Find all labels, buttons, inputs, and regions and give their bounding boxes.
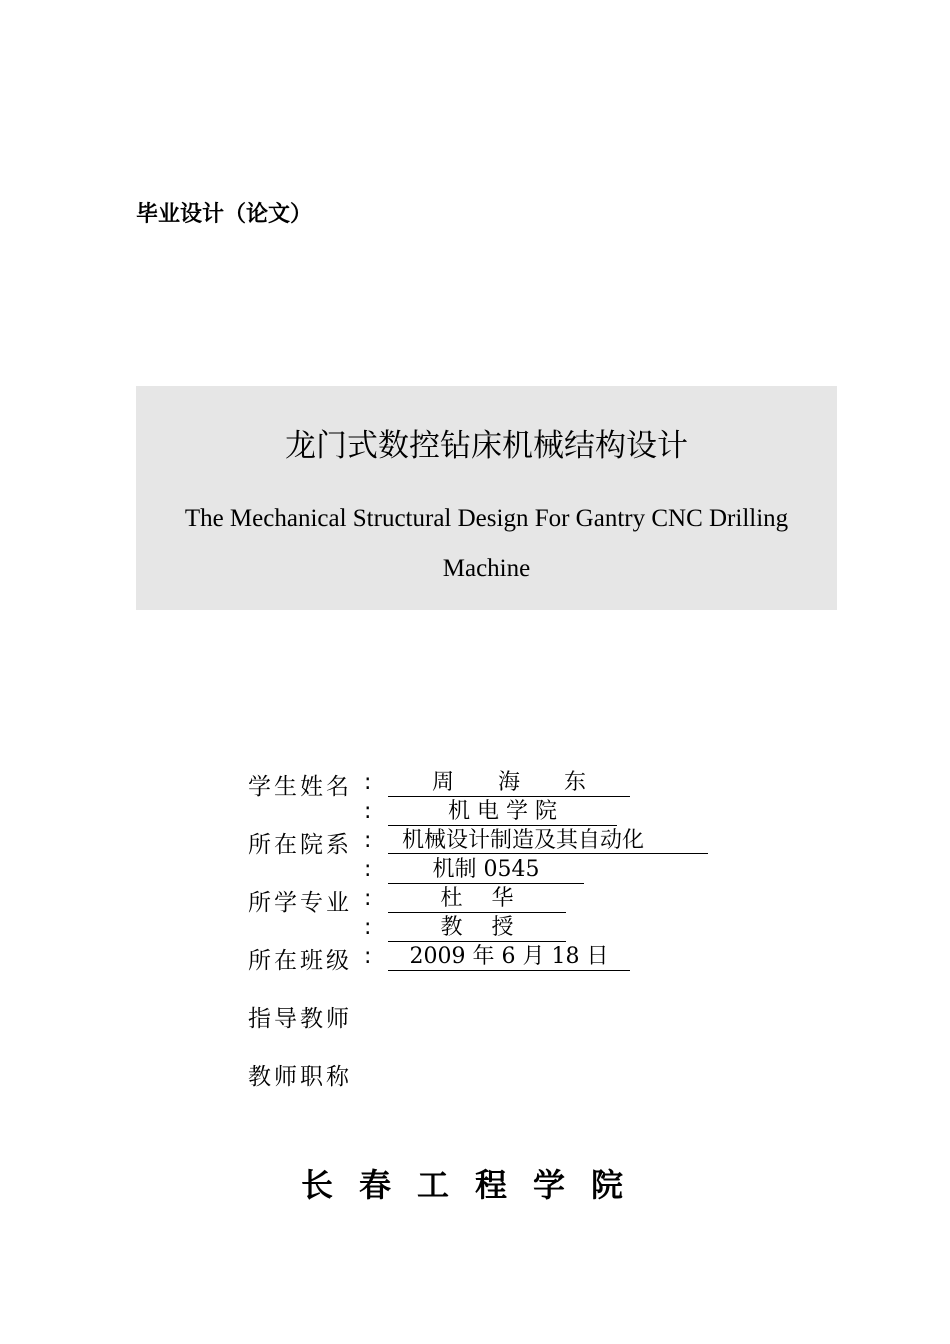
colon-2: : xyxy=(364,799,372,824)
title-english: The Mechanical Structural Design For Gantry CNC Drilling Machine xyxy=(184,505,789,582)
value-advisor-title: 教 授 xyxy=(388,915,566,942)
title-chinese: 龙门式数控钻床机械结构设计 xyxy=(285,428,688,464)
colon-6: : xyxy=(364,915,372,940)
label-major: 所学专业 xyxy=(248,890,352,916)
label-class: 所在班级 xyxy=(248,948,352,974)
document-type: 毕业设计（论文） xyxy=(136,202,313,227)
value-department: 机 电 学 院 xyxy=(388,799,617,826)
label-student-name: 学生姓名 xyxy=(248,774,352,800)
label-department: 所在院系 xyxy=(248,832,352,858)
colon-7: : xyxy=(364,944,372,969)
colon-4: : xyxy=(364,857,372,882)
value-major: 机械设计制造及其自动化 xyxy=(388,828,708,854)
label-advisor-title: 教师职称 xyxy=(248,1064,352,1090)
value-class: 机制 0545 xyxy=(388,857,584,884)
school-name: 长春工程学院 xyxy=(300,1166,649,1204)
value-advisor: 杜 华 xyxy=(388,886,566,913)
label-advisor: 指导教师 xyxy=(248,1006,352,1032)
colon-1: : xyxy=(364,770,372,795)
colon-5: : xyxy=(364,886,372,911)
value-student-name: 周 海 东 xyxy=(388,770,630,797)
colon-3: : xyxy=(364,828,372,853)
title-box xyxy=(136,386,837,610)
value-date: 2009 年 6 月 18 日 xyxy=(388,944,630,971)
